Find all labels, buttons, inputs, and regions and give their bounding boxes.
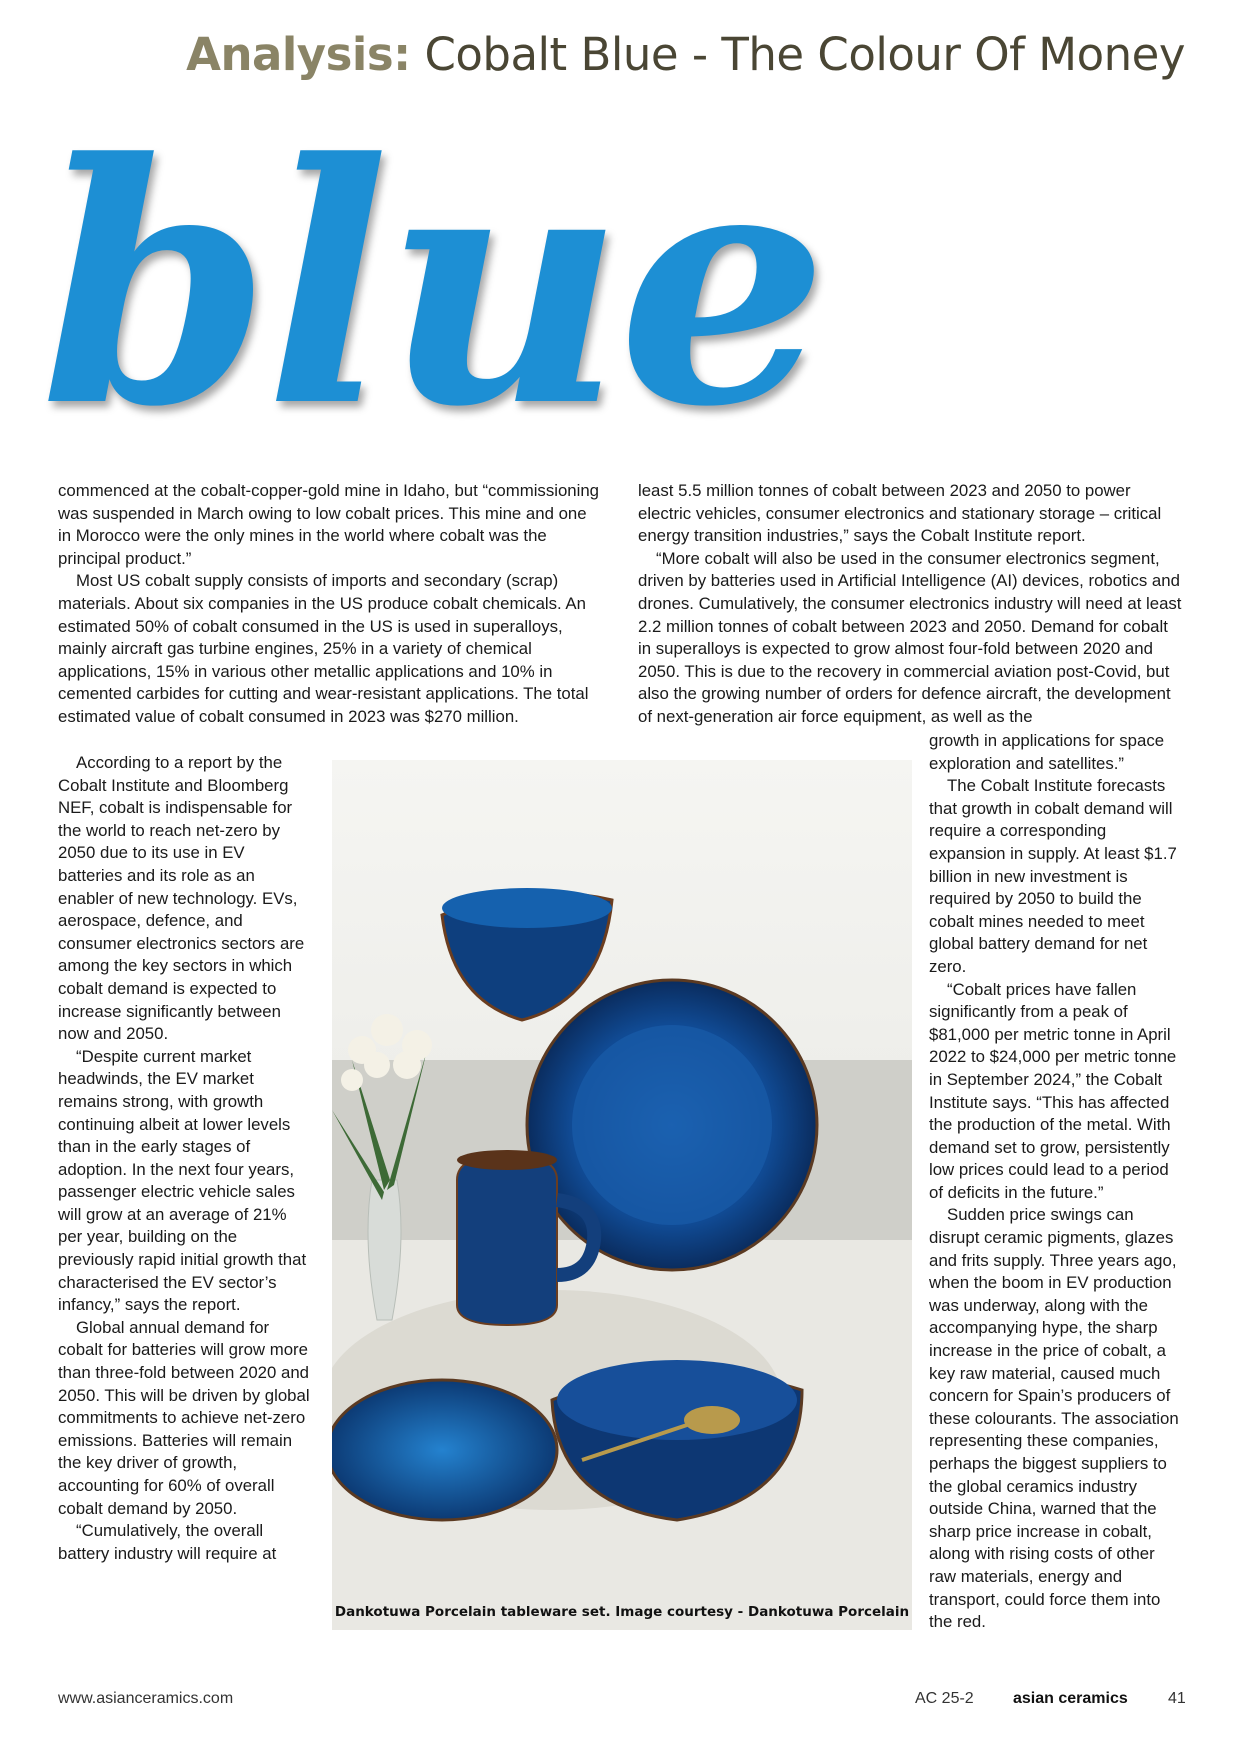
- article-column-right-top: [638, 480, 1184, 729]
- paragraph: commenced at the cobalt-copper-gold mine in Idaho, but “commissioning was suspended in March owing to low cobalt prices. This mine and one in Morocco were the only mines in the world where cobalt was the principal product.”: [58, 481, 600, 568]
- paragraph: least 5.5 million tonnes of cobalt between 2023 and 2050 to power electric vehicles, consumer electronics and stationary storage – critical energy transition industries,” says the Cobalt Institute report.: [638, 481, 1162, 546]
- paragraph: “Cumulatively, the overall battery industry will require at: [58, 1521, 277, 1563]
- footer-page-number: 41: [1168, 1690, 1186, 1707]
- paragraph: Global annual demand for cobalt for batteries will grow more than three-fold between 2020 and 2050. This will be driven by global commitments to achieve net-zero emissions. Batteries will remain the key driver of growth, accounting for 60% of overall cobalt demand by 2050.: [58, 1317, 310, 1518]
- decorative-headline-word: blue: [40, 91, 822, 479]
- footer-website[interactable]: www.asianceramics.com: [58, 1690, 234, 1707]
- photo-caption: Dankotuwa Porcelain tableware set. Image courtesy - Dankotuwa Porcelain: [334, 1604, 910, 1620]
- header-title: Cobalt Blue - The Colour Of Money: [424, 28, 1185, 81]
- article-column-left-top: [58, 480, 603, 729]
- tableware-illustration: [332, 760, 912, 1630]
- paragraph: “More cobalt will also be used in the consumer electronics segment, driven by batteries used in Artificial Intelligence (AI) devices, robotics and drones. Cumulatively, the consumer electronics industry will need at least 2.2 million tonnes of cobalt between 2023 and 2050. Demand for cobalt in superalloys is expected to grow almost four-fold between 2020 and 2050. This is due to the recovery in commercial aviation post-Covid, but also the growing number of orders for defence aircraft, the development of next-generation air force equipment, as well as the: [638, 548, 1182, 726]
- footer-issue: AC 25-2: [915, 1690, 974, 1707]
- header-kicker: Analysis:: [186, 28, 411, 81]
- paragraph: “Cobalt prices have fallen significantly from a peak of $81,000 per metric tonne in April 2022 to $24,000 per metric tonne in September 2024,” the Cobalt Institute says. “This has affected the production of the metal. With demand set to grow, persistently low prices could lead to a period of deficits in the future.”: [929, 979, 1177, 1202]
- paragraph: The Cobalt Institute forecasts that growth in cobalt demand will require a corresponding expansion in supply. At least $1.7 billion in new investment is required by 2050 to build the cobalt mines needed to meet global battery demand for net zero.: [929, 776, 1177, 976]
- paragraph: “Despite current market headwinds, the EV market remains strong, with growth continuing albeit at lower levels than in the early stages of adoption. In the next four years, passenger electric vehicle sales will grow at an average of 21% per year, building on the previously rapid initial growth that characterised the EV sector’s infancy,” says the report.: [58, 1046, 307, 1315]
- footer-magazine-name: asian ceramics: [1013, 1690, 1128, 1707]
- paragraph: growth in applications for space exploration and satellites.”: [929, 731, 1165, 773]
- paragraph: Most US cobalt supply consists of imports and secondary (scrap) materials. About six companies in the US produce cobalt chemicals. An estimated 50% of cobalt consumed in the US is used in superalloys, mainly aircraft gas turbine engines, 25% in a variety of chemical applications, 15% in various other metallic applications and 10% in cemented carbides for cutting and wear-resistant applications. The total estimated value of cobalt consumed in 2023 was $270 million.: [58, 571, 589, 726]
- article-column-right-narrow: [929, 730, 1184, 1634]
- paragraph: Sudden price swings can disrupt ceramic pigments, glazes and frits supply. Three years ago, when the boom in EV production was underway, along with the accompanying hype, the sharp increase in the price of cobalt, a key raw material, caused much concern for Spain’s producers of these colourants. The association representing these companies, perhaps the biggest suppliers to the global ceramics industry outside China, warned that the sharp price increase in cobalt, along with rising costs of other raw materials, energy and transport, could force them into the red.: [929, 1205, 1179, 1632]
- tableware-photo: [332, 760, 912, 1630]
- article-column-left-narrow: [58, 752, 310, 1565]
- paragraph: According to a report by the Cobalt Institute and Bloomberg NEF, cobalt is indispensable for the world to reach net-zero by 2050 due to its use in EV batteries and its role as an enabler of new technology. EVs, aerospace, defence, and consumer electronics sectors are among the key sectors in which cobalt demand is expected to increase significantly between now and 2050.: [58, 753, 305, 1044]
- page-header: [186, 28, 1185, 81]
